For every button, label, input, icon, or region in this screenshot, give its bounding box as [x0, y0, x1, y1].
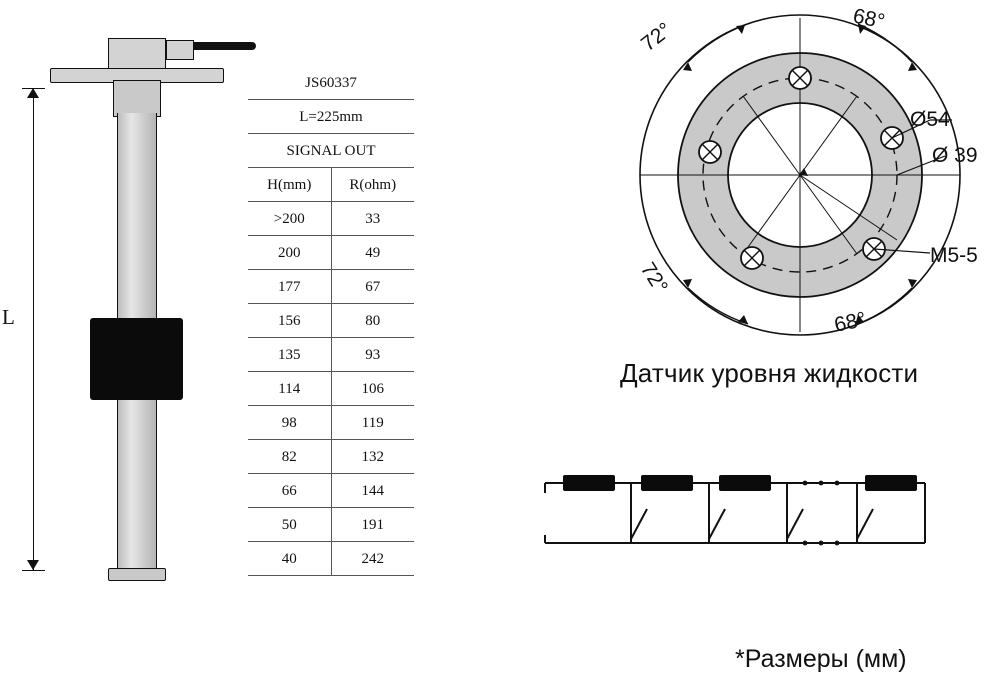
resistance-table [248, 66, 414, 576]
table-row-length [248, 100, 414, 134]
table-row [248, 406, 414, 440]
cell-h: 200 [248, 236, 331, 270]
cell-h: 66 [248, 474, 331, 508]
table-row [248, 236, 414, 270]
length-spec-label: L=225mm [248, 100, 414, 134]
cell-r: 67 [331, 270, 414, 304]
cell-h: 50 [248, 508, 331, 542]
sensor-side-view [0, 0, 255, 620]
mounting-hole [741, 247, 763, 269]
table-row-signal [248, 134, 414, 168]
column-header-h: H(mm) [248, 168, 331, 202]
mounting-hole [789, 67, 811, 89]
flange-top-view [600, 0, 1000, 400]
thread-spec-label: M5-5 [930, 244, 978, 267]
cell-r: 119 [331, 406, 414, 440]
bolt-circle-label: Ø 39 [932, 144, 978, 167]
sensor-tube-upper [113, 80, 161, 117]
dimension-arrow-bottom-icon [27, 560, 39, 570]
cell-r: 132 [331, 440, 414, 474]
mounting-hole [699, 141, 721, 163]
outer-diameter-label: Ø54 [910, 108, 950, 131]
length-label: L [2, 305, 15, 329]
dimension-cap-bottom [22, 570, 45, 571]
cell-r: 106 [331, 372, 414, 406]
cell-h: 40 [248, 542, 331, 576]
cell-r: 242 [331, 542, 414, 576]
cell-r: 33 [331, 202, 414, 236]
sensor-head-boss [108, 38, 166, 72]
cell-r: 144 [331, 474, 414, 508]
table-row [248, 338, 414, 372]
cell-r: 93 [331, 338, 414, 372]
table-row [248, 474, 414, 508]
schematic-switches [631, 483, 873, 543]
table-row [248, 440, 414, 474]
angle-label-top-right: 68° [850, 4, 887, 34]
sensor-float [90, 318, 183, 400]
sensor-cable-gland [166, 40, 194, 60]
units-note: *Размеры (мм) [735, 645, 907, 673]
cell-h: 98 [248, 406, 331, 440]
cell-r: 49 [331, 236, 414, 270]
table-row [248, 270, 414, 304]
table-row [248, 508, 414, 542]
sensor-cable [190, 42, 256, 50]
column-header-r: R(ohm) [331, 168, 414, 202]
table-row [248, 372, 414, 406]
angle-label-bottom-left: 72° [635, 258, 673, 298]
cell-h: 114 [248, 372, 331, 406]
cell-h: >200 [248, 202, 331, 236]
cell-r: 191 [331, 508, 414, 542]
cell-h: 156 [248, 304, 331, 338]
table-row-model [248, 66, 414, 100]
dimension-arrow-top-icon [27, 88, 39, 98]
sensor-tube-end-cap [108, 568, 166, 581]
table-row [248, 202, 414, 236]
model-label: JS60337 [248, 66, 414, 100]
table-row [248, 304, 414, 338]
cell-r: 80 [331, 304, 414, 338]
signal-out-label: SIGNAL OUT [248, 134, 414, 168]
angle-label-top-left: 72° [636, 18, 677, 56]
cell-h: 135 [248, 338, 331, 372]
table-header-row [248, 168, 414, 202]
table-row [248, 542, 414, 576]
length-dimension-line [33, 88, 34, 570]
angle-label-bottom-right: 68° [832, 307, 869, 337]
cell-h: 177 [248, 270, 331, 304]
resistor-ladder-schematic [535, 455, 935, 575]
flange-caption: Датчик уровня жидкости [620, 358, 919, 388]
cell-h: 82 [248, 440, 331, 474]
